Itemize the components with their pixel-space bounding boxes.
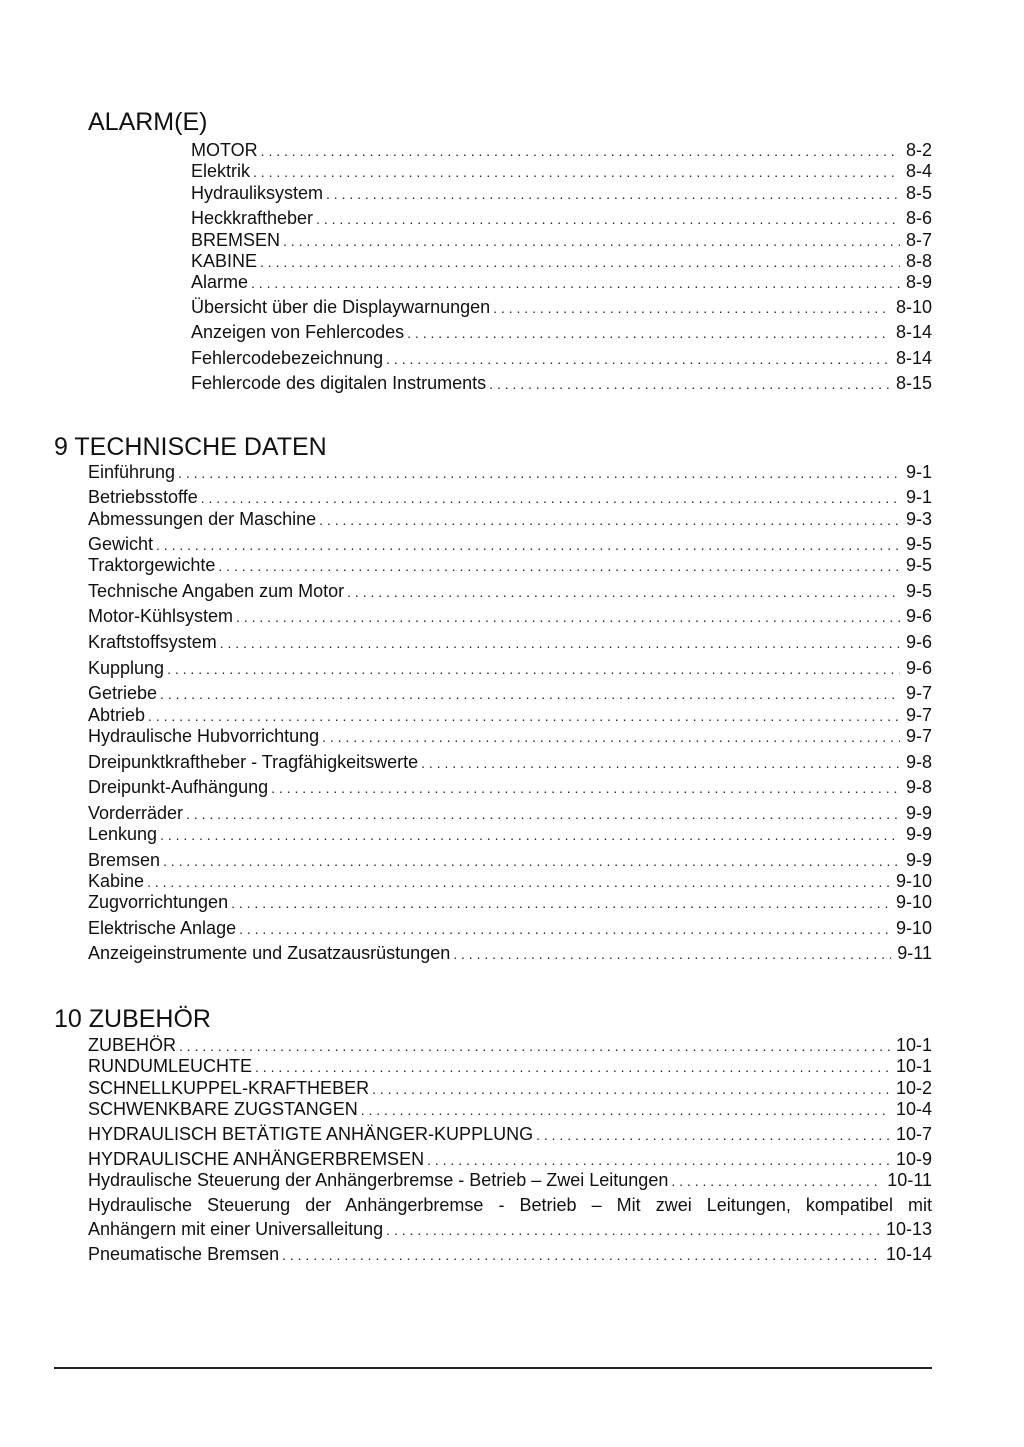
dot-leader bbox=[489, 372, 890, 395]
toc-entry-page: 9-3 bbox=[905, 509, 932, 529]
toc-entry-title: Kupplung bbox=[88, 658, 165, 678]
toc-entry[interactable] bbox=[191, 207, 932, 230]
dot-leader bbox=[156, 533, 900, 556]
dot-leader bbox=[322, 725, 900, 748]
toc-entry-title: HYDRAULISCH BETÄTIGTE ANHÄNGER-KUPPLUNG bbox=[88, 1124, 534, 1144]
toc-entry[interactable] bbox=[88, 1077, 932, 1100]
toc-entry-page: 9-5 bbox=[905, 581, 932, 601]
toc-entry-title: Vorderräder bbox=[88, 803, 184, 823]
toc-entry-title: SCHWENKBARE ZUGSTANGEN bbox=[88, 1099, 358, 1119]
toc-entry-title: RUNDUMLEUCHTE bbox=[88, 1056, 253, 1076]
toc-entry[interactable] bbox=[88, 1218, 932, 1241]
toc-entry[interactable] bbox=[191, 372, 932, 395]
dot-leader bbox=[167, 657, 900, 680]
dot-leader bbox=[253, 160, 900, 183]
toc-entry-page: 9-11 bbox=[897, 943, 932, 963]
toc-entry-title: Technische Angaben zum Motor bbox=[88, 581, 345, 601]
dot-leader bbox=[220, 631, 900, 654]
dot-leader bbox=[326, 182, 900, 205]
toc-entry[interactable] bbox=[88, 682, 932, 705]
toc-entry[interactable] bbox=[191, 347, 932, 370]
toc-entry[interactable] bbox=[88, 704, 932, 727]
toc-entry-title: Anzeigeinstrumente und Zusatzausrüstungen bbox=[88, 943, 451, 963]
toc-entry-title: HYDRAULISCHE ANHÄNGERBREMSEN bbox=[88, 1149, 425, 1169]
toc-entry-title: Fehlercodebezeichnung bbox=[191, 348, 384, 368]
toc-entry-title: Heckkraftheber bbox=[191, 208, 314, 228]
toc-entry-page: 9-8 bbox=[905, 777, 932, 797]
toc-entry-page: 9-10 bbox=[895, 892, 932, 912]
toc-entry[interactable] bbox=[88, 725, 932, 748]
toc-entry[interactable] bbox=[191, 296, 932, 319]
dot-leader bbox=[261, 139, 900, 162]
dot-leader bbox=[260, 250, 900, 273]
dot-leader bbox=[316, 207, 900, 230]
toc-entry[interactable] bbox=[88, 554, 932, 577]
dot-leader bbox=[239, 917, 890, 940]
toc-entry-page: 8-15 bbox=[895, 373, 932, 393]
toc-entry[interactable] bbox=[88, 802, 932, 825]
toc-entry-title: Anzeigen von Fehlercodes bbox=[191, 322, 405, 342]
toc-entry-page: 9-7 bbox=[905, 705, 932, 725]
toc-entry[interactable] bbox=[191, 160, 932, 183]
dot-leader bbox=[147, 870, 890, 893]
toc-entry[interactable] bbox=[88, 631, 932, 654]
toc-entry[interactable] bbox=[191, 250, 932, 273]
toc-entry-page: 9-1 bbox=[905, 487, 932, 507]
dot-leader bbox=[536, 1123, 890, 1146]
dot-leader bbox=[386, 347, 890, 370]
toc-entry-page: 8-10 bbox=[895, 297, 932, 317]
toc-entry-page: 9-6 bbox=[905, 606, 932, 626]
toc-entry-title-line1[interactable]: Hydraulische Steuerung der Anhängerbremse - Betrieb – Mit zwei Leitungen, kompatibel mit bbox=[88, 1195, 932, 1215]
toc-entry-title: Motor-Kühlsystem bbox=[88, 606, 234, 626]
toc-entry[interactable] bbox=[88, 1243, 932, 1266]
toc-entry-page: 10-1 bbox=[895, 1056, 932, 1076]
toc-entry[interactable] bbox=[88, 917, 932, 940]
toc-entry[interactable] bbox=[88, 461, 932, 484]
toc-entry[interactable] bbox=[88, 1148, 932, 1171]
section-heading-alarm: ALARM(E) bbox=[88, 108, 208, 136]
toc-entry-title: Hydraulische Steuerung der Anhängerbremse - Betrieb – Zwei Leitungen bbox=[88, 1170, 669, 1190]
section-heading-technische-daten: 9 TECHNISCHE DATEN bbox=[54, 433, 327, 461]
dot-leader bbox=[361, 1098, 890, 1121]
dot-leader bbox=[386, 1218, 880, 1241]
toc-entry-title: MOTOR bbox=[191, 140, 258, 160]
toc-entry-page: 10-4 bbox=[895, 1099, 932, 1119]
toc-entry-title: Einführung bbox=[88, 462, 176, 482]
toc-entry-page: 9-6 bbox=[905, 632, 932, 652]
toc-entry-page: 10-2 bbox=[895, 1078, 932, 1098]
toc-entry-title: Abmessungen der Maschine bbox=[88, 509, 317, 529]
dot-leader bbox=[251, 271, 900, 294]
toc-entry-title: Kraftstoffsystem bbox=[88, 632, 217, 652]
toc-entry[interactable] bbox=[88, 508, 932, 531]
dot-leader bbox=[453, 942, 891, 965]
toc-entry-title: Abtrieb bbox=[88, 705, 146, 725]
toc-entry-page: 9-9 bbox=[905, 803, 932, 823]
toc-entry-page: 9-1 bbox=[905, 462, 932, 482]
toc-entry-page: 10-13 bbox=[885, 1219, 932, 1239]
toc-entry[interactable] bbox=[88, 776, 932, 799]
dot-leader bbox=[407, 321, 890, 344]
dot-leader bbox=[427, 1148, 890, 1171]
section-heading-zubehoer: 10 ZUBEHÖR bbox=[54, 1005, 211, 1033]
dot-leader bbox=[255, 1055, 890, 1078]
footer-rule bbox=[54, 1367, 932, 1369]
toc-entry-page: 8-8 bbox=[905, 251, 932, 271]
toc-entry-page: 10-11 bbox=[887, 1170, 932, 1190]
toc-entry-title: Getriebe bbox=[88, 683, 158, 703]
toc-entry-title: BREMSEN bbox=[191, 230, 281, 250]
dot-leader bbox=[282, 1243, 880, 1266]
dot-leader bbox=[231, 891, 890, 914]
toc-entry-title: Hydrauliksystem bbox=[191, 183, 324, 203]
dot-leader bbox=[236, 605, 900, 628]
toc-entry[interactable] bbox=[88, 533, 932, 556]
toc-entry-page: 9-10 bbox=[895, 871, 932, 891]
toc-entry-page: 10-14 bbox=[885, 1244, 932, 1264]
toc-entry-title: Dreipunkt-Aufhängung bbox=[88, 777, 269, 797]
toc-entry-page: 8-2 bbox=[905, 140, 932, 160]
toc-entry-page: 8-9 bbox=[905, 272, 932, 292]
toc-entry[interactable] bbox=[88, 823, 932, 846]
toc-entry-title: Zugvorrichtungen bbox=[88, 892, 229, 912]
dot-leader bbox=[160, 823, 900, 846]
toc-entry-title: Lenkung bbox=[88, 824, 158, 844]
toc-entry-page: 10-9 bbox=[895, 1149, 932, 1169]
dot-leader bbox=[271, 776, 900, 799]
toc-entry[interactable] bbox=[191, 182, 932, 205]
toc-entry[interactable] bbox=[88, 849, 932, 872]
toc-entry[interactable] bbox=[191, 139, 932, 162]
toc-entry-page: 8-14 bbox=[895, 348, 932, 368]
toc-entry-page: 8-7 bbox=[905, 230, 932, 250]
toc-entry[interactable] bbox=[88, 870, 932, 893]
toc-entry-title: Bremsen bbox=[88, 850, 161, 870]
toc-entry-page: 8-14 bbox=[895, 322, 932, 342]
toc-entry[interactable] bbox=[88, 486, 932, 509]
toc-entry[interactable] bbox=[191, 271, 932, 294]
dot-leader bbox=[372, 1077, 890, 1100]
toc-entry-title: Hydraulische Hubvorrichtung bbox=[88, 726, 320, 746]
toc-entry-title: ZUBEHÖR bbox=[88, 1035, 177, 1055]
dot-leader bbox=[493, 296, 890, 319]
toc-entry-title: Betriebsstoffe bbox=[88, 487, 198, 507]
toc-entry[interactable] bbox=[191, 229, 932, 252]
toc-entry-page: 10-7 bbox=[895, 1124, 932, 1144]
toc-entry-title: Gewicht bbox=[88, 534, 154, 554]
toc-entry-page: 8-5 bbox=[905, 183, 932, 203]
toc-entry-title: Pneumatische Bremsen bbox=[88, 1244, 280, 1264]
toc-entry-title: Elektrik bbox=[191, 161, 251, 181]
toc-entry-page: 9-7 bbox=[905, 726, 932, 746]
toc-entry-page: 8-4 bbox=[905, 161, 932, 181]
toc-entry-title: Traktorgewichte bbox=[88, 555, 216, 575]
toc-entry-title: KABINE bbox=[191, 251, 258, 271]
toc-entry-page: 10-1 bbox=[895, 1035, 932, 1055]
toc-entry-title: Fehlercode des digitalen Instruments bbox=[191, 373, 487, 393]
dot-leader bbox=[319, 508, 900, 531]
toc-entry-title: Dreipunktkraftheber - Tragfähigkeitswerte bbox=[88, 752, 419, 772]
toc-entry-page: 9-10 bbox=[895, 918, 932, 938]
dot-leader bbox=[201, 486, 900, 509]
toc-entry-title: Übersicht über die Displaywarnungen bbox=[191, 297, 491, 317]
toc-entry[interactable] bbox=[88, 891, 932, 914]
toc-entry-title: Anhängern mit einer Universalleitung bbox=[88, 1219, 384, 1239]
toc-entry[interactable] bbox=[88, 942, 932, 965]
toc-entry[interactable] bbox=[88, 605, 932, 628]
toc-entry-page: 9-6 bbox=[905, 658, 932, 678]
dot-leader bbox=[179, 1034, 890, 1057]
toc-entry[interactable] bbox=[88, 657, 932, 680]
toc-entry[interactable] bbox=[88, 1034, 932, 1057]
dot-leader bbox=[163, 849, 900, 872]
toc-entry-page: 9-8 bbox=[905, 752, 932, 772]
dot-leader bbox=[178, 461, 900, 484]
toc-entry-page: 9-5 bbox=[905, 555, 932, 575]
toc-entry[interactable] bbox=[88, 580, 932, 603]
toc-entry-title: Kabine bbox=[88, 871, 145, 891]
dot-leader bbox=[283, 229, 900, 252]
toc-entry-title: Alarme bbox=[191, 272, 249, 292]
toc-entry[interactable] bbox=[191, 321, 932, 344]
toc-entry[interactable] bbox=[88, 1098, 932, 1121]
dot-leader bbox=[671, 1169, 881, 1192]
dot-leader bbox=[160, 682, 900, 705]
toc-entry[interactable] bbox=[88, 1123, 932, 1146]
dot-leader bbox=[218, 554, 900, 577]
toc-entry-title: Elektrische Anlage bbox=[88, 918, 237, 938]
toc-entry[interactable] bbox=[88, 751, 932, 774]
toc-entry-page: 9-7 bbox=[905, 683, 932, 703]
toc-entry-page: 9-9 bbox=[905, 824, 932, 844]
toc-entry-page: 9-9 bbox=[905, 850, 932, 870]
toc-entry-page: 9-5 bbox=[905, 534, 932, 554]
toc-entry[interactable] bbox=[88, 1169, 932, 1192]
dot-leader bbox=[186, 802, 900, 825]
dot-leader bbox=[347, 580, 900, 603]
dot-leader bbox=[421, 751, 900, 774]
toc-entry[interactable] bbox=[88, 1055, 932, 1078]
dot-leader bbox=[148, 704, 900, 727]
toc-entry-title: SCHNELLKUPPEL-KRAFTHEBER bbox=[88, 1078, 370, 1098]
toc-entry-page: 8-6 bbox=[905, 208, 932, 228]
